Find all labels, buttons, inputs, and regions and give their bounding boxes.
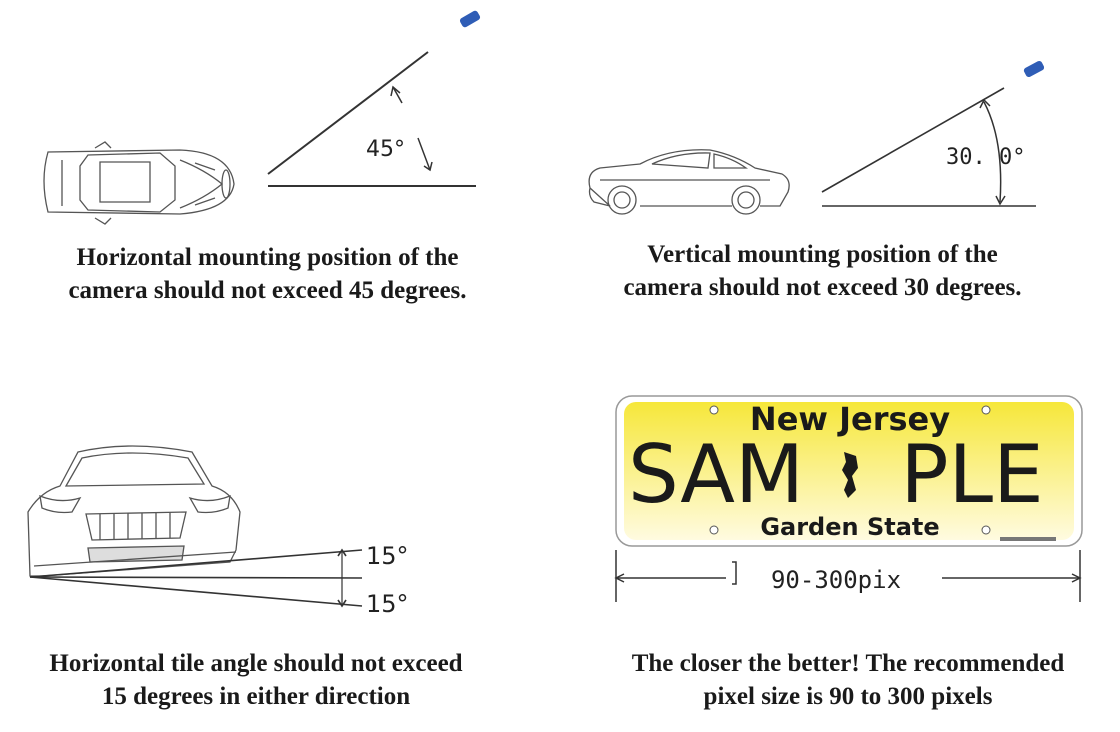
caption-line: The closer the better! The recommended	[631, 650, 1065, 677]
tilt-upper-label: 15°	[366, 542, 409, 570]
vertical-mounting-panel	[560, 0, 1120, 320]
tilt-angle-panel	[0, 400, 560, 732]
plate-size-panel	[560, 390, 1120, 732]
vertical-mounting-diagram	[560, 0, 1120, 240]
tilt-caption	[0, 647, 512, 713]
plate-caption	[588, 647, 1108, 713]
camera-icon	[1023, 60, 1045, 78]
caption-line: camera should not exceed 30 degrees.	[623, 274, 1022, 301]
angle-label-30: 30. 0°	[946, 145, 1026, 170]
plate-state: New Jersey	[749, 400, 951, 438]
plate-slogan: Garden State	[760, 513, 940, 541]
plate-number-right: PLE	[900, 428, 1044, 521]
car-front-view-icon	[28, 446, 240, 576]
tilt-lines	[30, 550, 362, 606]
horizontal-mounting-diagram	[0, 0, 560, 240]
caption-line: pixel size is 90 to 300 pixels	[703, 683, 993, 710]
license-plate	[616, 396, 1082, 546]
caption-line: Vertical mounting position of the	[647, 241, 998, 268]
tilt-angle-diagram	[0, 400, 560, 630]
caption-line: Horizontal tile angle should not exceed	[49, 650, 463, 677]
horizontal-mounting-panel	[0, 0, 560, 320]
plate-barcode	[1000, 537, 1056, 541]
tilt-lower-label: 15°	[366, 590, 409, 618]
angle-label-45: 45°	[366, 137, 405, 162]
vertical-caption	[560, 238, 1085, 304]
car-top-view-icon	[44, 142, 234, 224]
caption-line: camera should not exceed 45 degrees.	[68, 277, 467, 304]
caption-line: Horizontal mounting position of the	[76, 244, 459, 271]
horizontal-caption	[0, 241, 535, 307]
car-side-view-icon	[589, 150, 789, 214]
camera-icon	[459, 10, 481, 29]
plate-number-left: SAM	[627, 428, 805, 521]
width-label: 90-300pix	[770, 566, 902, 594]
license-plate-diagram	[560, 390, 1120, 620]
caption-line: 15 degrees in either direction	[101, 683, 411, 710]
